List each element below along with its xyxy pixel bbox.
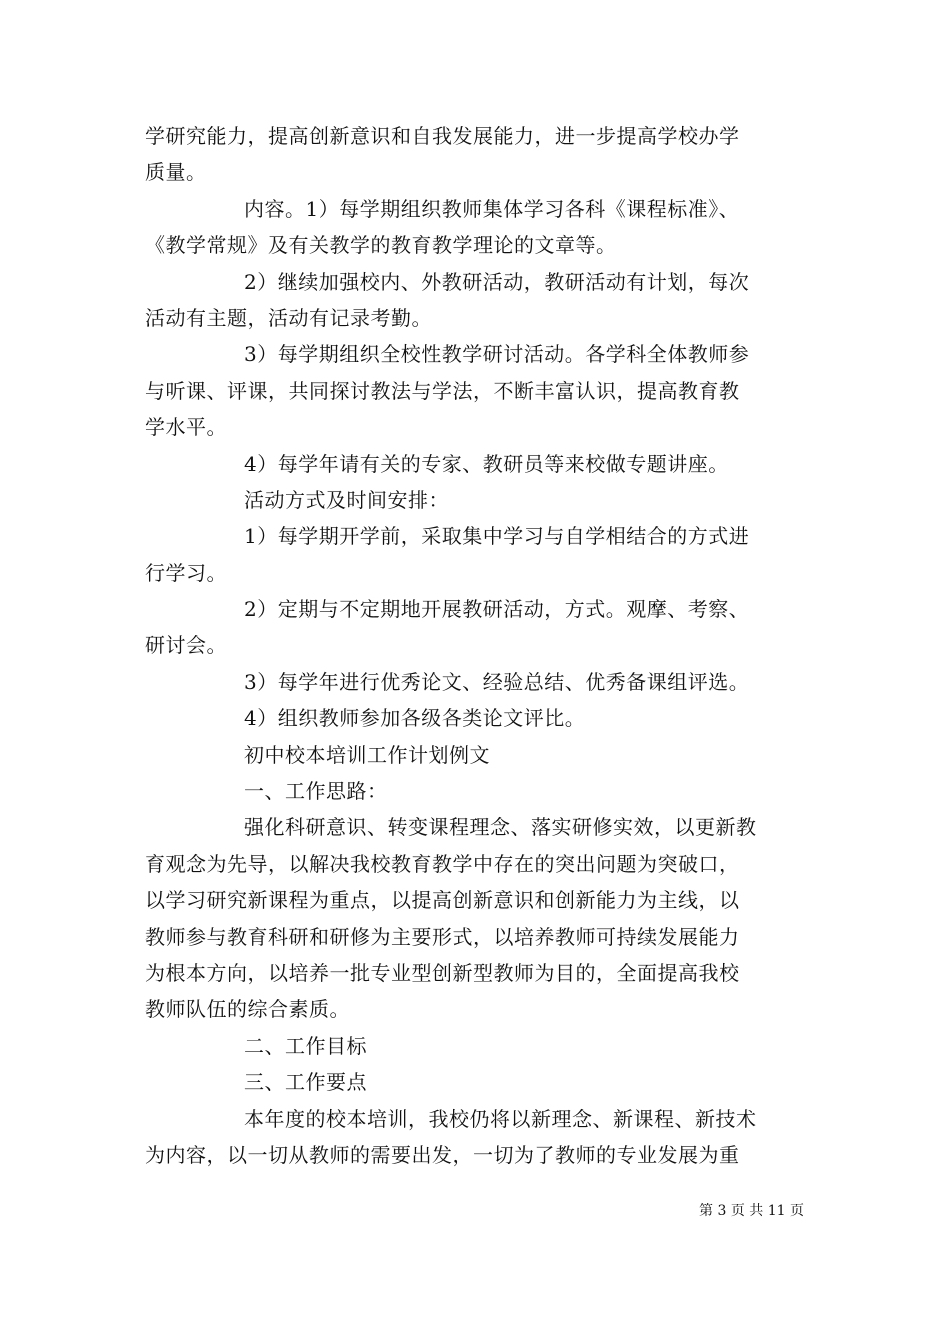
text-line: 2）定期与不定期地开展教研活动，方式。观摩、考察、	[244, 597, 750, 622]
text-line: 与听课、评课，共同探讨教法与学法，不断丰富认识，提高教育教	[145, 378, 740, 403]
document-body	[145, 118, 807, 1173]
text-line: 4）每学年请有关的专家、教研员等来校做专题讲座。	[244, 451, 729, 476]
text-line: 本年度的校本培训，我校仍将以新理念、新课程、新技术	[244, 1106, 757, 1131]
text-line: 强化科研意识、转变课程理念、落实研修实效，以更新教	[244, 815, 757, 840]
text-line: 《教学常规》及有关教学的教育教学理论的文章等。	[145, 233, 617, 258]
text-line: 为内容，以一切从教师的需要出发，一切为了教师的专业发展为重	[145, 1142, 740, 1167]
text-line: 为根本方向，以培养一批专业型创新型教师为目的，全面提高我校	[145, 960, 740, 985]
section-heading: 二、工作目标	[244, 1033, 367, 1058]
text-line: 以学习研究新课程为重点，以提高创新意识和创新能力为主线，以	[145, 888, 740, 913]
text-line: 学水平。	[145, 415, 227, 440]
page-number: 第 3 页 共 11 页	[699, 1203, 804, 1219]
text-line: 内容。1）每学期组织教师集体学习各科《课程标准》、	[244, 196, 740, 221]
section-heading: 一、工作思路：	[244, 779, 388, 804]
section-title: 初中校本培训工作计划例文	[244, 742, 490, 767]
text-line: 教师队伍的综合素质。	[145, 997, 350, 1022]
text-line: 研讨会。	[145, 633, 227, 658]
text-line: 1）每学期开学前，采取集中学习与自学相结合的方式进	[244, 524, 750, 549]
text-line: 2）继续加强校内、外教研活动，教研活动有计划，每次	[244, 269, 750, 294]
text-line: 3）每学年进行优秀论文、经验总结、优秀备课组评选。	[244, 669, 750, 694]
text-line: 3）每学期组织全校性教学研讨活动。各学科全体教师参	[244, 342, 750, 367]
section-heading: 三、工作要点	[244, 1070, 367, 1095]
text-line: 育观念为先导，以解决我校教育教学中存在的突出问题为突破口，	[145, 851, 740, 876]
text-line: 4）组织教师参加各级各类论文评比。	[244, 706, 586, 731]
text-line: 质量。	[145, 160, 207, 185]
text-line: 学研究能力，提高创新意识和自我发展能力，进一步提高学校办学	[145, 124, 740, 148]
text-line: 活动方式及时间安排：	[244, 487, 449, 512]
text-line: 教师参与教育科研和研修为主要形式，以培养教师可持续发展能力	[145, 924, 740, 949]
text-line: 行学习。	[145, 560, 227, 585]
text-line: 活动有主题，活动有记录考勤。	[145, 305, 432, 330]
